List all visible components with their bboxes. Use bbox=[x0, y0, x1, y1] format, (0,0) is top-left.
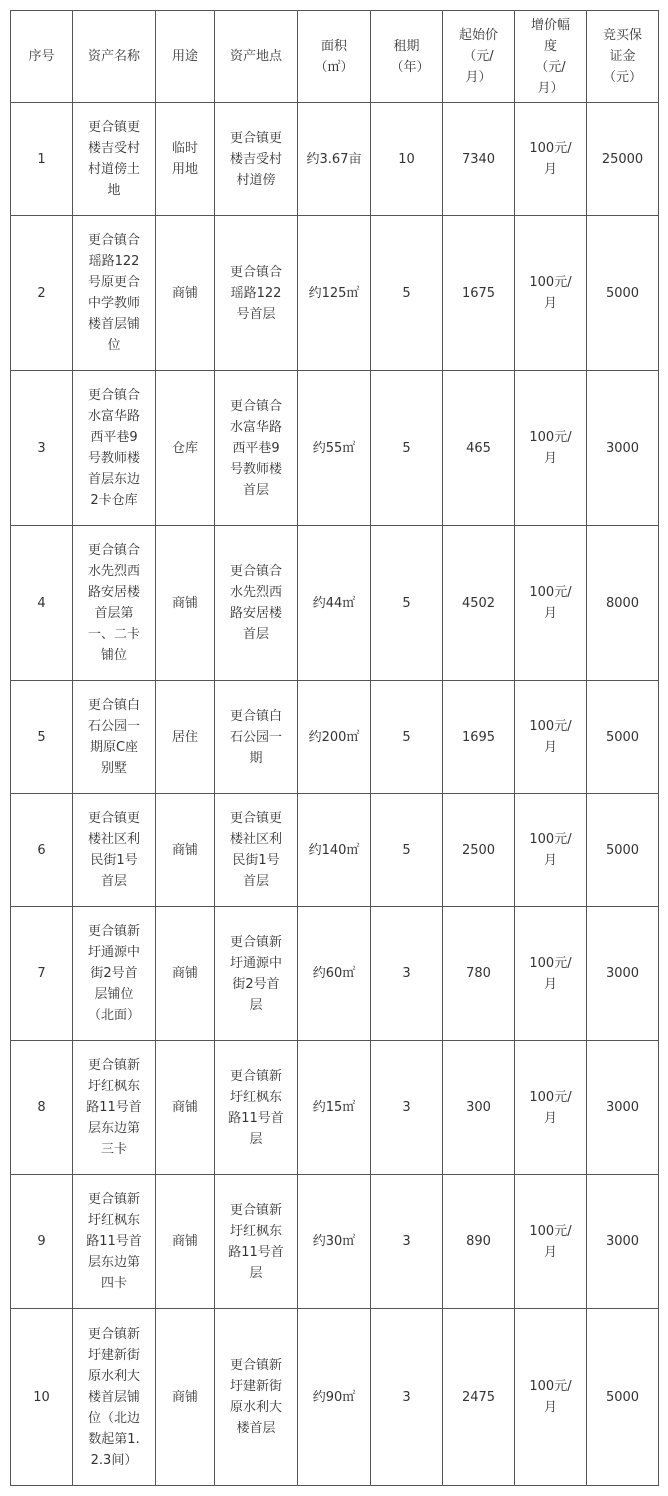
cell-increment: 100元/月 bbox=[515, 1041, 587, 1175]
table-row bbox=[11, 1175, 659, 1309]
cell-term: 3 bbox=[371, 1175, 443, 1309]
cell-start-price: 300 bbox=[443, 1041, 515, 1175]
cell-location: 更合镇新圩通源中街2号首层 bbox=[215, 907, 298, 1041]
header-term: 租期（年） bbox=[371, 11, 443, 103]
cell-no: 10 bbox=[11, 1309, 73, 1486]
header-use: 用途 bbox=[156, 11, 215, 103]
cell-area: 约125㎡ bbox=[298, 216, 371, 371]
cell-name: 更合镇合水富华路西平巷9号教师楼首层东边2卡仓库 bbox=[73, 371, 156, 526]
cell-deposit: 3000 bbox=[587, 1175, 659, 1309]
cell-deposit: 8000 bbox=[587, 526, 659, 681]
header-row bbox=[11, 11, 659, 103]
cell-deposit: 3000 bbox=[587, 371, 659, 526]
cell-no: 1 bbox=[11, 103, 73, 216]
header-no: 序号 bbox=[11, 11, 73, 103]
cell-use: 居住 bbox=[156, 681, 215, 794]
table-row bbox=[11, 526, 659, 681]
cell-location: 更合镇合水先烈西路安居楼首层 bbox=[215, 526, 298, 681]
cell-start-price: 1695 bbox=[443, 681, 515, 794]
cell-no: 2 bbox=[11, 216, 73, 371]
cell-start-price: 780 bbox=[443, 907, 515, 1041]
header-increment: 增价幅度（元/月） bbox=[515, 11, 587, 103]
cell-deposit: 3000 bbox=[587, 907, 659, 1041]
cell-no: 8 bbox=[11, 1041, 73, 1175]
cell-deposit: 5000 bbox=[587, 794, 659, 907]
cell-name: 更合镇新圩红枫东路11号首层东边第四卡 bbox=[73, 1175, 156, 1309]
cell-name: 更合镇更楼社区利民街1号首层 bbox=[73, 794, 156, 907]
cell-deposit: 3000 bbox=[587, 1041, 659, 1175]
table-row bbox=[11, 907, 659, 1041]
table-row bbox=[11, 216, 659, 371]
cell-no: 9 bbox=[11, 1175, 73, 1309]
cell-area: 约200㎡ bbox=[298, 681, 371, 794]
cell-area: 约90㎡ bbox=[298, 1309, 371, 1486]
cell-location: 更合镇合瑶路122号首层 bbox=[215, 216, 298, 371]
cell-use: 商铺 bbox=[156, 1041, 215, 1175]
cell-start-price: 465 bbox=[443, 371, 515, 526]
header-start-price: 起始价（元/月） bbox=[443, 11, 515, 103]
table-row bbox=[11, 371, 659, 526]
cell-increment: 100元/月 bbox=[515, 907, 587, 1041]
cell-area: 约30㎡ bbox=[298, 1175, 371, 1309]
cell-name: 更合镇新圩通源中街2号首层铺位（北面） bbox=[73, 907, 156, 1041]
cell-no: 6 bbox=[11, 794, 73, 907]
cell-area: 约15㎡ bbox=[298, 1041, 371, 1175]
cell-increment: 100元/月 bbox=[515, 794, 587, 907]
cell-term: 5 bbox=[371, 371, 443, 526]
cell-location: 更合镇白石公园一期 bbox=[215, 681, 298, 794]
cell-name: 更合镇新圩建新街原水利大楼首层铺位（北边数起第1.2.3间） bbox=[73, 1309, 156, 1486]
cell-use: 商铺 bbox=[156, 794, 215, 907]
table-row bbox=[11, 794, 659, 907]
cell-no: 5 bbox=[11, 681, 73, 794]
header-name: 资产名称 bbox=[73, 11, 156, 103]
header-area: 面积（㎡） bbox=[298, 11, 371, 103]
cell-start-price: 890 bbox=[443, 1175, 515, 1309]
cell-location: 更合镇更楼社区利民街1号首层 bbox=[215, 794, 298, 907]
cell-no: 3 bbox=[11, 371, 73, 526]
cell-increment: 100元/月 bbox=[515, 371, 587, 526]
cell-use: 临时用地 bbox=[156, 103, 215, 216]
cell-increment: 100元/月 bbox=[515, 1309, 587, 1486]
cell-location: 更合镇新圩红枫东路11号首层 bbox=[215, 1041, 298, 1175]
cell-name: 更合镇白石公园一期原C座别墅 bbox=[73, 681, 156, 794]
cell-term: 5 bbox=[371, 794, 443, 907]
cell-use: 商铺 bbox=[156, 1309, 215, 1486]
cell-term: 10 bbox=[371, 103, 443, 216]
cell-use: 商铺 bbox=[156, 526, 215, 681]
cell-name: 更合镇合水先烈西路安居楼首层第一、二卡铺位 bbox=[73, 526, 156, 681]
cell-location: 更合镇更楼吉受村村道傍 bbox=[215, 103, 298, 216]
cell-increment: 100元/月 bbox=[515, 681, 587, 794]
cell-term: 3 bbox=[371, 907, 443, 1041]
cell-no: 7 bbox=[11, 907, 73, 1041]
cell-increment: 100元/月 bbox=[515, 216, 587, 371]
cell-term: 5 bbox=[371, 681, 443, 794]
cell-increment: 100元/月 bbox=[515, 526, 587, 681]
cell-term: 5 bbox=[371, 216, 443, 371]
cell-start-price: 1675 bbox=[443, 216, 515, 371]
cell-term: 3 bbox=[371, 1309, 443, 1486]
cell-area: 约3.67亩 bbox=[298, 103, 371, 216]
header-deposit: 竞买保证金（元） bbox=[587, 11, 659, 103]
cell-deposit: 5000 bbox=[587, 1309, 659, 1486]
cell-increment: 100元/月 bbox=[515, 1175, 587, 1309]
cell-use: 仓库 bbox=[156, 371, 215, 526]
table-row bbox=[11, 681, 659, 794]
cell-use: 商铺 bbox=[156, 216, 215, 371]
cell-location: 更合镇新圩红枫东路11号首层 bbox=[215, 1175, 298, 1309]
cell-name: 更合镇新圩红枫东路11号首层东边第三卡 bbox=[73, 1041, 156, 1175]
cell-deposit: 25000 bbox=[587, 103, 659, 216]
table-row bbox=[11, 103, 659, 216]
cell-use: 商铺 bbox=[156, 1175, 215, 1309]
cell-start-price: 7340 bbox=[443, 103, 515, 216]
cell-start-price: 4502 bbox=[443, 526, 515, 681]
header-location: 资产地点 bbox=[215, 11, 298, 103]
cell-term: 5 bbox=[371, 526, 443, 681]
cell-name: 更合镇更楼吉受村村道傍土地 bbox=[73, 103, 156, 216]
cell-area: 约140㎡ bbox=[298, 794, 371, 907]
asset-lease-table bbox=[10, 10, 659, 1486]
table-row bbox=[11, 1309, 659, 1486]
cell-location: 更合镇合水富华路西平巷9号教师楼首层 bbox=[215, 371, 298, 526]
cell-area: 约44㎡ bbox=[298, 526, 371, 681]
cell-start-price: 2475 bbox=[443, 1309, 515, 1486]
cell-start-price: 2500 bbox=[443, 794, 515, 907]
cell-location: 更合镇新圩建新街原水利大楼首层 bbox=[215, 1309, 298, 1486]
cell-use: 商铺 bbox=[156, 907, 215, 1041]
cell-name: 更合镇合瑶路122号原更合中学教师楼首层铺位 bbox=[73, 216, 156, 371]
cell-area: 约60㎡ bbox=[298, 907, 371, 1041]
cell-area: 约55㎡ bbox=[298, 371, 371, 526]
cell-deposit: 5000 bbox=[587, 216, 659, 371]
table-row bbox=[11, 1041, 659, 1175]
cell-no: 4 bbox=[11, 526, 73, 681]
cell-increment: 100元/月 bbox=[515, 103, 587, 216]
cell-term: 3 bbox=[371, 1041, 443, 1175]
cell-deposit: 5000 bbox=[587, 681, 659, 794]
